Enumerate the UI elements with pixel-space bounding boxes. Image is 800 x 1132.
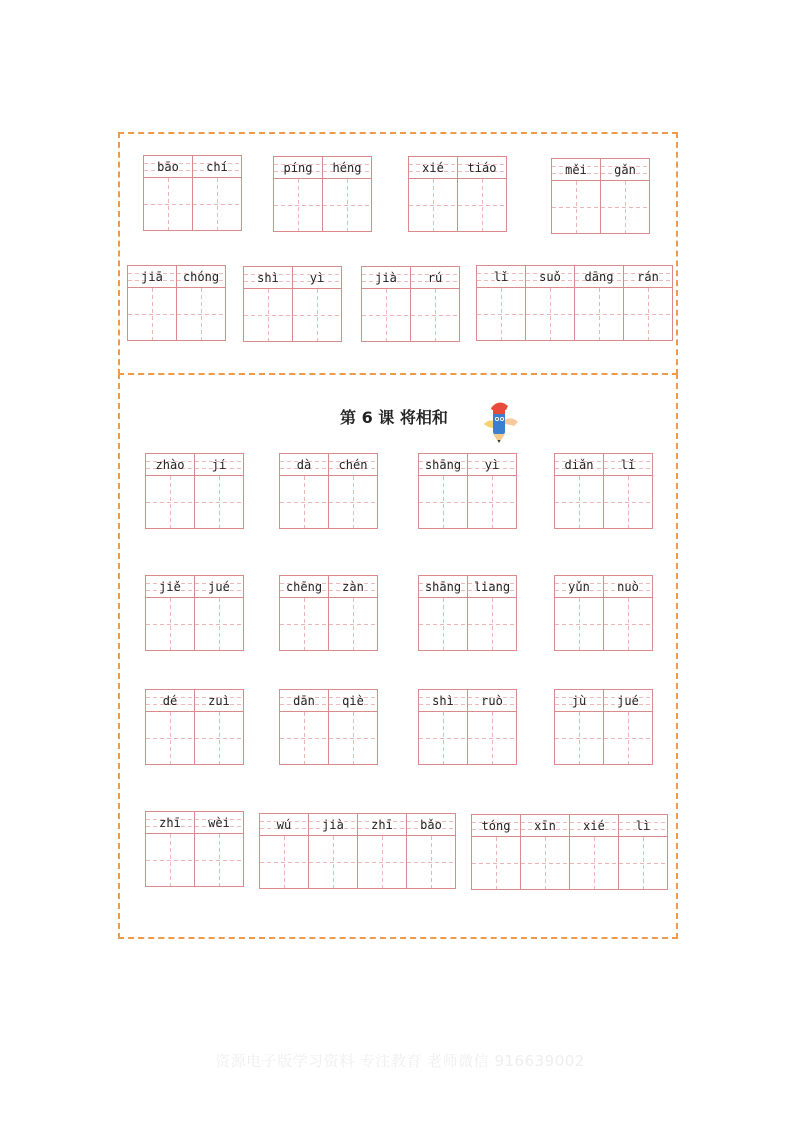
character-writing-box[interactable]	[144, 178, 192, 230]
tianzige-cell	[604, 690, 653, 764]
pinyin-label: bāo	[144, 156, 192, 178]
character-writing-box[interactable]	[195, 712, 243, 764]
tianzige-cell	[526, 266, 575, 340]
tianzige-cell	[280, 576, 329, 650]
tianzige-cell	[619, 815, 668, 889]
writing-grid-group	[127, 265, 226, 341]
tianzige-cell	[468, 576, 517, 650]
pinyin-label: wèi	[195, 812, 243, 834]
character-writing-box[interactable]	[329, 712, 377, 764]
character-writing-box[interactable]	[193, 178, 241, 230]
pinyin-label: yǔn	[555, 576, 603, 598]
pinyin-label: zhī	[358, 814, 406, 836]
pinyin-label: jià	[309, 814, 357, 836]
pinyin-label: zàn	[329, 576, 377, 598]
writing-grid-group	[279, 575, 378, 651]
character-writing-box[interactable]	[260, 836, 308, 888]
tianzige-cell	[309, 814, 358, 888]
writing-grid-group	[554, 453, 653, 529]
writing-grid-group	[243, 266, 342, 342]
tianzige-cell	[244, 267, 293, 341]
tianzige-cell	[329, 690, 378, 764]
pinyin-label: zuì	[195, 690, 243, 712]
character-writing-box[interactable]	[128, 288, 176, 340]
pinyin-label: lì	[619, 815, 667, 837]
character-writing-box[interactable]	[280, 476, 328, 528]
character-writing-box[interactable]	[472, 837, 520, 889]
tianzige-cell	[555, 454, 604, 528]
tianzige-cell	[195, 454, 244, 528]
tianzige-cell	[604, 454, 653, 528]
character-writing-box[interactable]	[280, 712, 328, 764]
pinyin-label: chí	[193, 156, 241, 178]
character-writing-box[interactable]	[555, 712, 603, 764]
character-writing-box[interactable]	[146, 712, 194, 764]
writing-grid-group	[273, 156, 372, 232]
character-writing-box[interactable]	[195, 476, 243, 528]
pinyin-label: měi	[552, 159, 600, 181]
tianzige-cell	[146, 454, 195, 528]
tianzige-cell	[604, 576, 653, 650]
writing-grid-group	[418, 575, 517, 651]
character-writing-box[interactable]	[619, 837, 667, 889]
writing-grid-group	[476, 265, 673, 341]
tianzige-cell	[552, 159, 601, 233]
pinyin-label: zhī	[146, 812, 194, 834]
writing-grid-group	[145, 453, 244, 529]
tianzige-cell	[146, 576, 195, 650]
pinyin-label: jià	[362, 267, 410, 289]
writing-grid-group	[145, 689, 244, 765]
tianzige-cell	[468, 454, 517, 528]
pinyin-label: yì	[293, 267, 341, 289]
writing-grid-group	[408, 156, 507, 232]
tianzige-cell	[570, 815, 619, 889]
pinyin-label: xié	[570, 815, 618, 837]
tianzige-cell	[419, 690, 468, 764]
pinyin-label: yì	[468, 454, 516, 476]
character-writing-box[interactable]	[604, 712, 652, 764]
character-writing-box[interactable]	[468, 476, 516, 528]
pinyin-label: nuò	[604, 576, 652, 598]
pinyin-label: wú	[260, 814, 308, 836]
character-writing-box[interactable]	[521, 837, 569, 889]
tianzige-cell	[555, 576, 604, 650]
tianzige-cell	[323, 157, 372, 231]
watermark-text: 资源电子版学习资料 专注教育 老师微信 916639002	[215, 1052, 585, 1070]
tianzige-cell	[293, 267, 342, 341]
tianzige-cell	[193, 156, 242, 230]
character-writing-box[interactable]	[555, 598, 603, 650]
character-writing-box[interactable]	[624, 288, 672, 340]
character-writing-box[interactable]	[604, 598, 652, 650]
pinyin-label: jiā	[128, 266, 176, 288]
pinyin-label: jiě	[146, 576, 194, 598]
pinyin-label: lǐ	[604, 454, 652, 476]
character-writing-box[interactable]	[358, 836, 406, 888]
character-writing-box[interactable]	[419, 712, 467, 764]
character-writing-box[interactable]	[362, 289, 410, 341]
character-writing-box[interactable]	[244, 289, 292, 341]
tianzige-cell	[472, 815, 521, 889]
pinyin-label: rán	[624, 266, 672, 288]
character-writing-box[interactable]	[526, 288, 574, 340]
tianzige-cell	[274, 157, 323, 231]
pinyin-label: tóng	[472, 815, 520, 837]
writing-grid-group	[361, 266, 460, 342]
character-writing-box[interactable]	[570, 837, 618, 889]
character-writing-box[interactable]	[575, 288, 623, 340]
tianzige-cell	[362, 267, 411, 341]
writing-grid-group	[471, 814, 668, 890]
character-writing-box[interactable]	[195, 598, 243, 650]
pinyin-label: qiè	[329, 690, 377, 712]
pinyin-label: jù	[555, 690, 603, 712]
pinyin-label: héng	[323, 157, 371, 179]
tianzige-cell	[146, 690, 195, 764]
character-writing-box[interactable]	[329, 598, 377, 650]
character-writing-box[interactable]	[195, 834, 243, 886]
writing-grid-group	[145, 575, 244, 651]
character-writing-box[interactable]	[477, 288, 525, 340]
tianzige-cell	[195, 576, 244, 650]
character-writing-box[interactable]	[146, 834, 194, 886]
character-writing-box[interactable]	[419, 476, 467, 528]
tianzige-cell	[329, 454, 378, 528]
character-writing-box[interactable]	[293, 289, 341, 341]
tianzige-cell	[411, 267, 460, 341]
tianzige-cell	[177, 266, 226, 340]
tianzige-cell	[144, 156, 193, 230]
pinyin-label: jué	[604, 690, 652, 712]
pinyin-label: bǎo	[407, 814, 455, 836]
character-writing-box[interactable]	[468, 598, 516, 650]
character-writing-box[interactable]	[177, 288, 225, 340]
writing-grid-group	[551, 158, 650, 234]
character-writing-box[interactable]	[552, 181, 600, 233]
pinyin-label: chóng	[177, 266, 225, 288]
character-writing-box[interactable]	[458, 179, 506, 231]
writing-grid-group	[554, 575, 653, 651]
tianzige-cell	[409, 157, 458, 231]
tianzige-cell	[419, 576, 468, 650]
character-writing-box[interactable]	[601, 181, 649, 233]
character-writing-box[interactable]	[329, 476, 377, 528]
tianzige-cell	[601, 159, 650, 233]
pinyin-label: rú	[411, 267, 459, 289]
pinyin-label: chén	[329, 454, 377, 476]
writing-grid-group	[145, 811, 244, 887]
tianzige-cell	[407, 814, 456, 888]
character-writing-box[interactable]	[419, 598, 467, 650]
pinyin-label: suǒ	[526, 266, 574, 288]
pinyin-label: zhào	[146, 454, 194, 476]
writing-grid-group	[143, 155, 242, 231]
character-writing-box[interactable]	[274, 179, 322, 231]
tianzige-cell	[575, 266, 624, 340]
tianzige-cell	[260, 814, 309, 888]
writing-grid-group	[259, 813, 456, 889]
lesson-title: 第 6 课 将相和	[340, 408, 448, 427]
character-writing-box[interactable]	[409, 179, 457, 231]
pinyin-label: shāng	[419, 454, 467, 476]
pinyin-label: dān	[280, 690, 328, 712]
pinyin-label: dà	[280, 454, 328, 476]
tianzige-cell	[458, 157, 507, 231]
pinyin-label: tiáo	[458, 157, 506, 179]
writing-grid-group	[418, 689, 517, 765]
pinyin-label: dé	[146, 690, 194, 712]
tianzige-cell	[280, 454, 329, 528]
pinyin-label: shì	[419, 690, 467, 712]
character-writing-box[interactable]	[555, 476, 603, 528]
character-writing-box[interactable]	[323, 179, 371, 231]
pencil-mascot-icon	[480, 398, 520, 444]
character-writing-box[interactable]	[146, 598, 194, 650]
character-writing-box[interactable]	[146, 476, 194, 528]
pinyin-label: ruò	[468, 690, 516, 712]
writing-grid-group	[554, 689, 653, 765]
pinyin-label: chēng	[280, 576, 328, 598]
pinyin-label: xīn	[521, 815, 569, 837]
tianzige-cell	[195, 690, 244, 764]
pinyin-label: liang	[468, 576, 516, 598]
pinyin-label: shāng	[419, 576, 467, 598]
tianzige-cell	[555, 690, 604, 764]
tianzige-cell	[419, 454, 468, 528]
tianzige-cell	[468, 690, 517, 764]
pinyin-label: lǐ	[477, 266, 525, 288]
character-writing-box[interactable]	[468, 712, 516, 764]
tianzige-cell	[128, 266, 177, 340]
character-writing-box[interactable]	[309, 836, 357, 888]
character-writing-box[interactable]	[411, 289, 459, 341]
character-writing-box[interactable]	[280, 598, 328, 650]
character-writing-box[interactable]	[407, 836, 455, 888]
tianzige-cell	[358, 814, 407, 888]
tianzige-cell	[521, 815, 570, 889]
pinyin-label: jí	[195, 454, 243, 476]
tianzige-cell	[146, 812, 195, 886]
tianzige-cell	[624, 266, 673, 340]
pinyin-label: xié	[409, 157, 457, 179]
pinyin-label: diǎn	[555, 454, 603, 476]
writing-grid-group	[279, 689, 378, 765]
writing-grid-group	[418, 453, 517, 529]
tianzige-cell	[195, 812, 244, 886]
pinyin-label: píng	[274, 157, 322, 179]
tianzige-cell	[280, 690, 329, 764]
tianzige-cell	[477, 266, 526, 340]
pinyin-label: shì	[244, 267, 292, 289]
character-writing-box[interactable]	[604, 476, 652, 528]
writing-grid-group	[279, 453, 378, 529]
pinyin-label: gǎn	[601, 159, 649, 181]
pinyin-label: dāng	[575, 266, 623, 288]
pinyin-label: jué	[195, 576, 243, 598]
tianzige-cell	[329, 576, 378, 650]
